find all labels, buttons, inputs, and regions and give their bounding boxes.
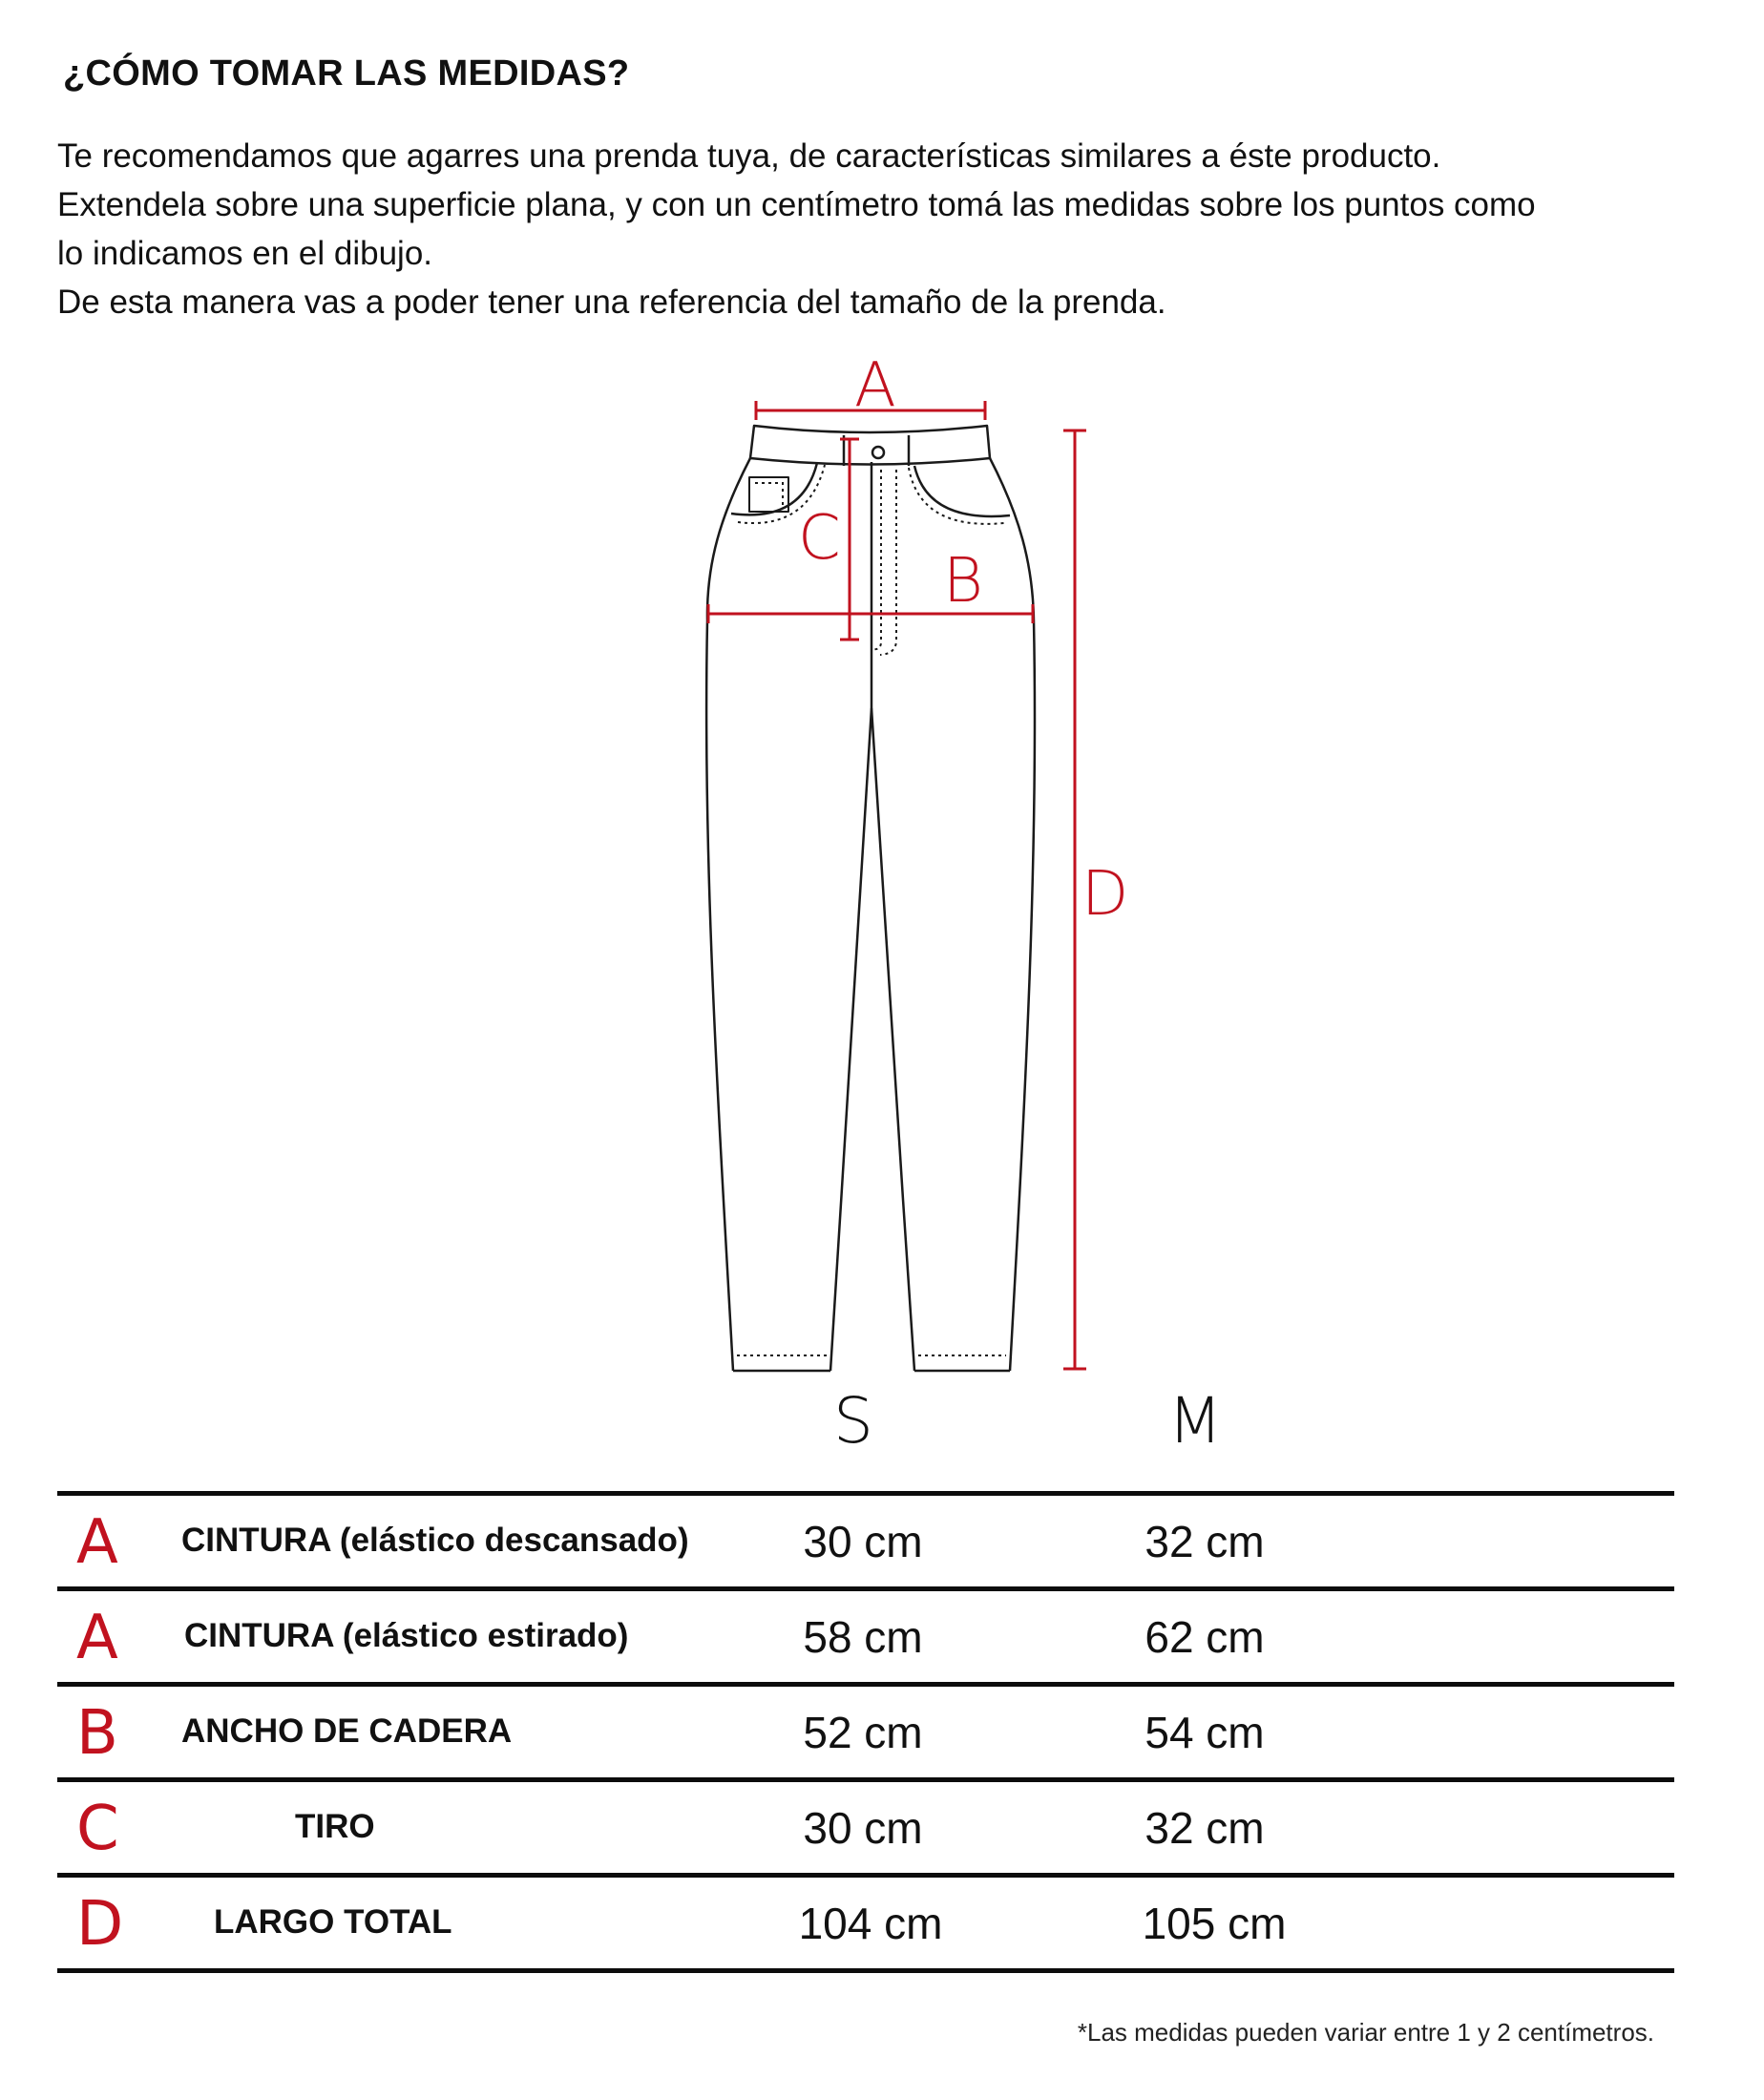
waistband-shape [750,426,990,465]
row-value-m: 32 cm [1144,1803,1265,1853]
table-rule [57,1968,1674,1973]
row-label: TIRO [295,1808,375,1845]
footnote: *Las medidas pueden variar entre 1 y 2 centímetros. [1077,2018,1654,2047]
page-title: ¿CÓMO TOMAR LAS MEDIDAS? [63,53,630,94]
row-value-m: 32 cm [1144,1517,1265,1566]
table-row [57,1592,1674,1682]
pants-outline [706,426,1035,1371]
row-value-m: 105 cm [1142,1899,1287,1948]
row-label: CINTURA (elástico estirado) [184,1617,629,1654]
row-value-s: 52 cm [803,1708,923,1757]
table-rule [57,1586,1674,1591]
left-outer-seam [706,458,750,1371]
intro-line-1: Te recomendamos que agarres una prenda tuya, de características similares a éste producto. [57,137,1441,175]
label-a: A [854,350,896,421]
row-value-s: 30 cm [803,1517,923,1566]
table-row [57,1497,1674,1586]
label-b: B [943,546,983,617]
row-letter: A [76,1603,118,1673]
table-rule [57,1873,1674,1878]
label-d: D [1082,859,1129,930]
table-row [57,1879,1674,1968]
row-label: ANCHO DE CADERA [181,1712,513,1750]
table-row [57,1783,1674,1873]
table-rule [57,1682,1674,1687]
size-header-m: M [1167,1384,1223,1458]
row-value-s: 58 cm [803,1612,923,1662]
row-value-m: 54 cm [1144,1708,1265,1757]
intro-line-4: De esta manera vas a poder tener una referencia del tamaño de la prenda. [57,284,1166,321]
size-header-s: S [833,1384,873,1458]
row-letter: B [76,1698,118,1769]
row-value-m: 62 cm [1144,1612,1265,1662]
measurement-lines [708,401,1086,1369]
label-c: C [798,503,841,574]
row-label: LARGO TOTAL [214,1903,452,1941]
row-label: CINTURA (elástico descansado) [181,1522,689,1559]
row-value-s: 30 cm [803,1803,923,1853]
row-letter: D [76,1889,124,1960]
intro-line-3: lo indicamos en el dibujo. [57,235,433,272]
row-letter: C [76,1794,119,1864]
right-pocket [914,466,1010,516]
row-value-s: 104 cm [798,1899,943,1948]
row-letter: A [76,1507,118,1578]
table-rule [57,1777,1674,1782]
button [872,447,884,458]
table-rule [57,1491,1674,1496]
table-row [57,1688,1674,1777]
right-inner-seam [872,708,914,1371]
left-inner-seam [830,708,872,1371]
measure-c-line [840,439,859,640]
intro-line-2: Extendela sobre una superficie plana, y con un centímetro tomá las medidas sobre los puntos como [57,186,1536,223]
right-outer-seam [990,458,1035,1371]
